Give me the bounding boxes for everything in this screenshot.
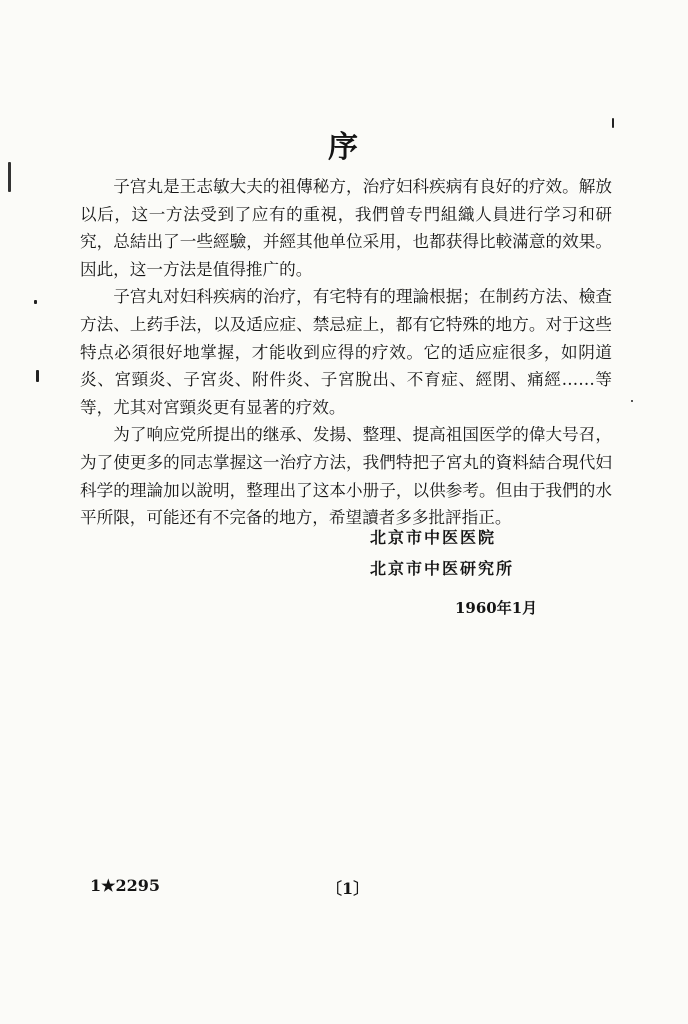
- signature-institute: 北京市中医研究所: [370, 559, 515, 578]
- paragraph-1: 子宫丸是王志敏大夫的祖傳秘方，治疗妇科疾病有良好的疗效。解放以后，这一方法受到了应有的重視，我們曾专門組織人員进行学习和研究，总結出了一些經驗，并經其他单位采用，也都获得比較滿意的效果。因此，这一方法是值得推广的。: [80, 177, 612, 279]
- scan-speck: [631, 400, 633, 402]
- publication-date: 1960年1月: [455, 599, 538, 617]
- preface-title: 序: [328, 130, 360, 165]
- preface-body: [80, 173, 612, 532]
- page-number: 〔1〕: [326, 879, 370, 898]
- print-code: 1★2295: [90, 876, 161, 895]
- paragraph-2: 子宫丸对妇科疾病的治疗，有宅特有的理論根据；在制药方法、檢查方法、上药手法，以及适应症、禁忌症上，都有它特殊的地方。对于这些特点必須很好地掌握，才能收到应得的疗效。它的适应症很多，如阴道炎、宮頸炎、子宮炎、附件炎、子宮脫出、不育症、經閉、痛經……等等，尤其对宮頸炎更有显著的疗效。: [80, 287, 612, 417]
- signature-hospital: 北京市中医医院: [370, 528, 497, 547]
- scan-speck: [36, 370, 39, 382]
- scan-speck: [8, 162, 11, 192]
- paragraph-3: 为了响应党所提出的继承、发揚、整理、提高祖国医学的偉大号召，为了使更多的同志掌握这一治疗方法，我們特把子宮丸的資料結合現代妇科学的理論加以說明，整理出了这本小册子，以供参考。但由于我們的水平所限，可能还有不完备的地方，希望讀者多多批評指正。: [80, 425, 612, 528]
- scan-speck: [612, 118, 614, 128]
- scan-speck: [34, 300, 37, 304]
